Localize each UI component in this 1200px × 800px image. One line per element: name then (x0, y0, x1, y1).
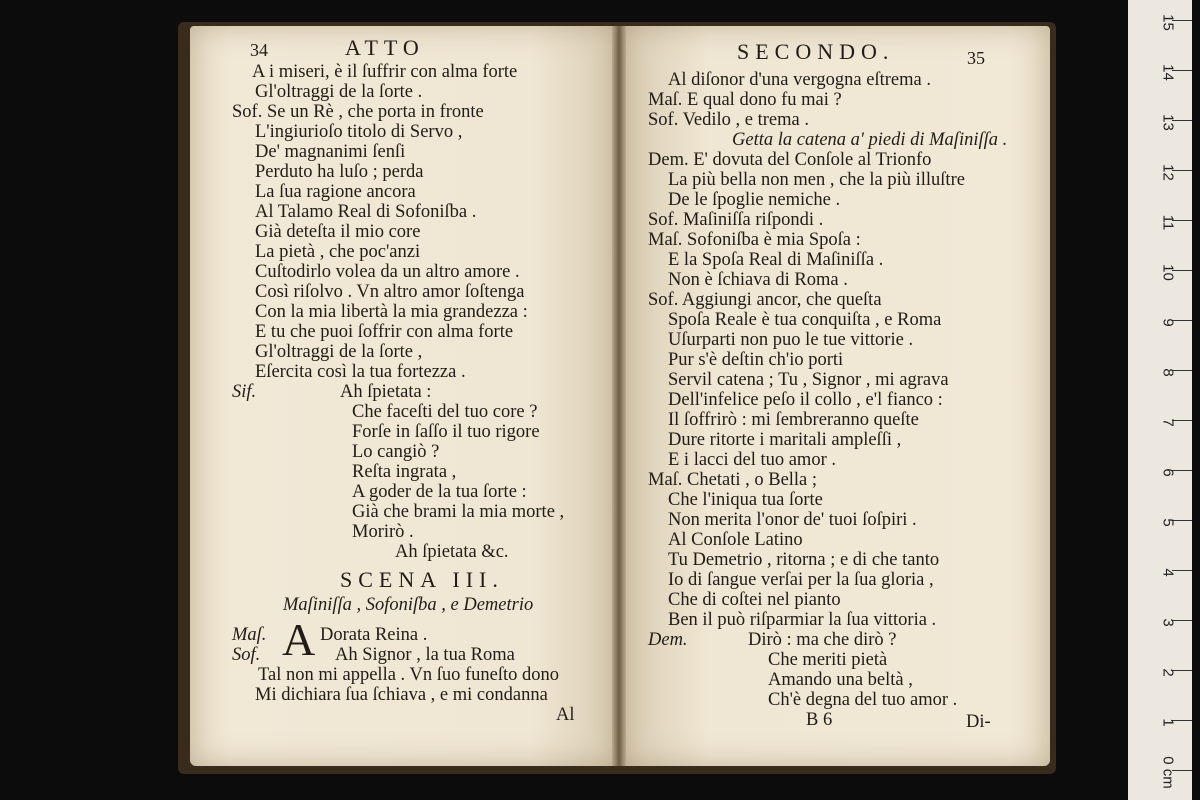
text-line: Reſta ingrata , (352, 462, 457, 482)
ruler-label: 6 (1159, 468, 1177, 477)
text-line: Mi dichiara ſua ſchiava , e mi condanna (255, 685, 548, 705)
speaker-label: Maſ. (232, 625, 267, 645)
text-line: E la Spoſa Real di Maſiniſſa . (668, 250, 884, 270)
text-line: Sof. Vedilo , e trema . (648, 110, 809, 130)
ruler-label: 7 (1159, 418, 1177, 427)
text-line: Maſ. Chetati , o Bella ; (648, 470, 818, 490)
speaker-label: Sif. (232, 382, 257, 402)
text-line: Ah ſpietata : (340, 382, 432, 402)
text-line: Cuſtodirlo volea da un altro amore . (255, 262, 520, 282)
text-line: Sof. Se un Rè , che porta in fronte (232, 102, 484, 122)
text-line: Ch'è degna del tuo amor . (768, 690, 958, 710)
text-line: Al Conſole Latino (668, 530, 803, 550)
ruler-label: 13 (1159, 114, 1177, 131)
text-line: Servil catena ; Tu , Signor , mi agrava (668, 370, 949, 390)
text-line: Tal non mi appella . Vn ſuo funeſto dono (258, 665, 559, 685)
text-line: De le ſpoglie nemiche . (668, 190, 841, 210)
ruler-label: 5 (1159, 518, 1177, 527)
text-line: L'ingiurioſo titolo di Servo , (255, 122, 463, 142)
text-line: Eſercita così la tua fortezza . (255, 362, 466, 382)
text-line: Lo cangiò ? (352, 442, 440, 462)
text-line: La più bella non men , che la più illuſtre (668, 170, 965, 190)
text-line: Dirò : ma che dirò ? (748, 630, 897, 650)
ruler-label: 4 (1159, 568, 1177, 577)
text-line: La ſua ragione ancora (255, 182, 416, 202)
text-line: Ben il può riſparmiar la ſua vittoria . (668, 610, 937, 630)
book-gutter (612, 26, 626, 766)
page-number: 35 (967, 48, 985, 68)
page-number: 34 (250, 40, 268, 60)
text-line: Al diſonor d'una vergogna eſtrema . (668, 70, 931, 90)
text-line: Non merita l'onor de' tuoi ſoſpiri . (668, 510, 917, 530)
text-line: E i lacci del tuo amor . (668, 450, 836, 470)
text-line: Gl'oltraggi de la ſorte . (255, 82, 423, 102)
scene-characters: Maſiniſſa , Sofoniſba , e Demetrio (283, 595, 534, 615)
text-line: Forſe in ſaſſo il tuo rigore (352, 422, 540, 442)
text-line: Morirò . (352, 522, 414, 542)
speaker-label: Sof. (232, 645, 261, 665)
ruler-label: 0 cm (1159, 756, 1177, 789)
text-line: Che faceſti del tuo core ? (352, 402, 538, 422)
ruler-label: 2 (1159, 668, 1177, 677)
text-line: A i miseri, è il ſuffrir con alma forte (252, 62, 518, 82)
text-line: Maſ. E qual dono fu mai ? (648, 90, 842, 110)
text-line: Già deteſta il mio core (255, 222, 421, 242)
text-line: Dorata Reina . (320, 625, 428, 645)
drop-cap: A (282, 614, 316, 665)
scene-heading: SCENA III. (340, 567, 504, 592)
text-line: De' magnanimi ſenſi (255, 142, 406, 162)
text-line: Dell'infelice peſo il collo , e'l fianco : (668, 390, 943, 410)
text-line: Amando una beltà , (768, 670, 913, 690)
text-line: Che meriti pietà (768, 650, 888, 670)
measuring-ruler (1128, 0, 1192, 800)
catchword: Di- (966, 712, 991, 732)
text-line: Io di ſangue verſai per la ſua gloria , (668, 570, 934, 590)
text-line: Gl'oltraggi de la ſorte , (255, 342, 423, 362)
text-line: Il ſoffrirò : mi ſembreranno queſte (668, 410, 919, 430)
text-line: Ah Signor , la tua Roma (335, 645, 515, 665)
ruler-label: 15 (1159, 14, 1177, 31)
text-line: Perduto ha luſo ; perda (255, 162, 424, 182)
text-line: Dure ritorte i maritali ampleſſi , (668, 430, 902, 450)
text-line: Pur s'è deſtin ch'io porti (668, 350, 844, 370)
text-line: Che l'iniqua tua ſorte (668, 490, 823, 510)
text-line: Sof. Maſiniſſa riſpondi . (648, 210, 824, 230)
ruler-label: 8 (1159, 368, 1177, 377)
ruler-label: 10 (1159, 264, 1177, 281)
text-line: Uſurparti non puo le tue vittorie . (668, 330, 914, 350)
text-line: Con la mia libertà la mia grandezza : (255, 302, 528, 322)
text-line: Dem. E' dovuta del Conſole al Trionfo (648, 150, 932, 170)
text-line: Al Talamo Real di Sofoniſba . (255, 202, 477, 222)
text-line: Sof. Aggiungi ancor, che queſta (648, 290, 882, 310)
ruler-label: 11 (1159, 214, 1177, 231)
signature-mark: B 6 (806, 710, 833, 730)
text-line: A goder de la tua ſorte : (352, 482, 527, 502)
running-head: ATTO (345, 35, 425, 60)
text-line: Ah ſpietata &c. (395, 542, 509, 562)
catchword: Al (556, 705, 575, 725)
text-line: Maſ. Sofoniſba è mia Spoſa : (648, 230, 861, 250)
ruler-label: 12 (1159, 164, 1177, 181)
text-line: Così riſolvo . Vn altro amor ſoſtenga (255, 282, 525, 302)
ruler-label: 14 (1159, 64, 1177, 81)
text-line: La pietà , che poc'anzi (255, 242, 421, 262)
text-line: Che di coſtei nel pianto (668, 590, 841, 610)
text-line: Spoſa Reale è tua conquiſta , e Roma (668, 310, 942, 330)
text-line: E tu che puoi ſoffrir con alma forte (255, 322, 514, 342)
stage-direction: Getta la catena a' piedi di Maſiniſſa . (732, 130, 1008, 150)
speaker-label: Dem. (648, 630, 688, 650)
running-head: SECONDO. (737, 39, 895, 64)
text-line: Tu Demetrio , ritorna ; e di che tanto (668, 550, 940, 570)
ruler-label: 9 (1159, 318, 1177, 327)
ruler-label: 1 (1159, 718, 1177, 727)
ruler-label: 3 (1159, 618, 1177, 627)
text-line: Già che brami la mia morte , (352, 502, 565, 522)
text-line: Non è ſchiava di Roma . (668, 270, 848, 290)
